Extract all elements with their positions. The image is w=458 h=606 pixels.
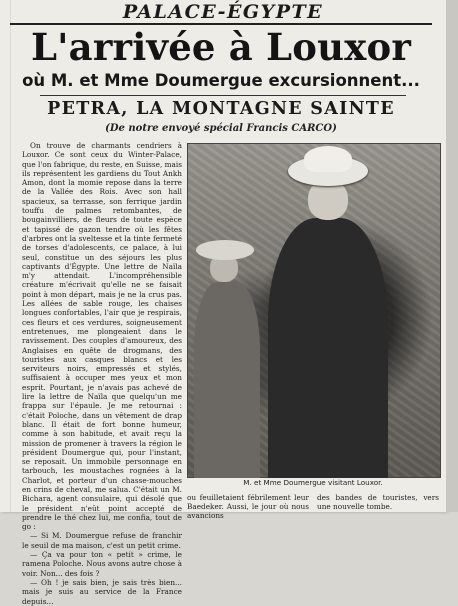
bottom-text-right: des bandes de touristes, vers une nouvelle tombe. [317, 493, 439, 511]
subheadline: où M. et Mme Doumergue excursionnent... [22, 71, 420, 90]
photo-hat-woman [196, 240, 254, 260]
byline: (De notre envoyé spécial Francis CARCO) [105, 123, 337, 134]
photo-face-man [308, 180, 348, 220]
bottom-text-left: ou feuilletaient fébrilement leur Baedeker. Aussi, le jour où nous avancions [187, 493, 309, 520]
article-paragraph: — Ça va pour ton « petit » crime, le ramena Poloche. Nous avons autre chose à voir. Non... des fois ? [22, 550, 182, 578]
kicker-title: PALACE-ÉGYPTE [122, 1, 324, 23]
photo-caption: M. et Mme Doumergue visitant Louxor. [243, 478, 383, 487]
bottom-columns [187, 493, 439, 520]
article-paragraph: — Oh ! je sais bien, je sais très bien... mais je suis au service de la France depuis... [22, 577, 182, 606]
article-paragraph: On trouve de charmants cendriers à Louxor. Ce sont ceux du Winter-Palace, que l'on fabrique, du reste, en Suisse, mais ils représentent les gardiens du Tout Ankh Amon, dont la momie repose dans la terre de la Vallée des Rois. Avec son hall spacieux, sa terrasse, son ferrique jardin touffu de palmes retombantes, de bougainvilliers, de fleurs de toute espèce et tapissé de gazon tendre où les fêtes d'arbres ont la sveltesse et la tinte fermeté de torses d'adolescents, ce palace, à lui seul, constitue un des séjours les plus captivants d'Égypte. Une lettre de Naïla m'y attendait. L'incompréhensible créature m'écrivait qu'elle ne se faisait point à mon départ, mais je ne la crus pas. Les allées de sable rouge, les chaises longues confortables, l'air que je respirais, ces fleurs et ces verdures, soigneusement entretenues, me plongeaient dans le ravissement. Des couples d'amoureux, des Anglaises en quête de drogmans, des touristes aux casques blancs et les serviteurs noirs, empressés et stylés, suffisaient à occuper mes yeux et mon esprit. Pourtant, je n'avais pas achevé de lire la lettre de Naïla que quelqu'un me frappa sur l'épaule. Je me retournai : c'était Poloche, dans un vêtement de drap blanc. Il était de fort bonne humeur, comme à son habitude, et avait reçu la mission de promener à travers la région le président Doumergue qui, pour l'instant, se reposait. Un immobile personnage en tarbouch, les moustaches rognées à la Charlot, et porteur d'un chasse-mouches en crins de cheval, me salua. C'était un M. Bichara, agent consulaire, qui désolé que le président n'eût point accepté de prendre le thé chez lui, me confia, tout de go : [22, 141, 182, 532]
article-paragraph: — Si M. Doumergue refuse de franchir le seuil de ma maison, c'est un petit crime. [22, 531, 182, 550]
adjacent-page-edge [446, 0, 458, 512]
photo-figure-man [268, 218, 388, 478]
article-column [22, 141, 182, 606]
mid-rule [40, 95, 406, 96]
headline: L'arrivée à Louxor [30, 25, 412, 69]
section-title: PETRA, LA MONTAGNE SAINTE [47, 99, 395, 119]
photo-figure-woman [194, 282, 260, 478]
news-photo [187, 143, 441, 478]
photo-hat-crown-man [304, 146, 352, 172]
